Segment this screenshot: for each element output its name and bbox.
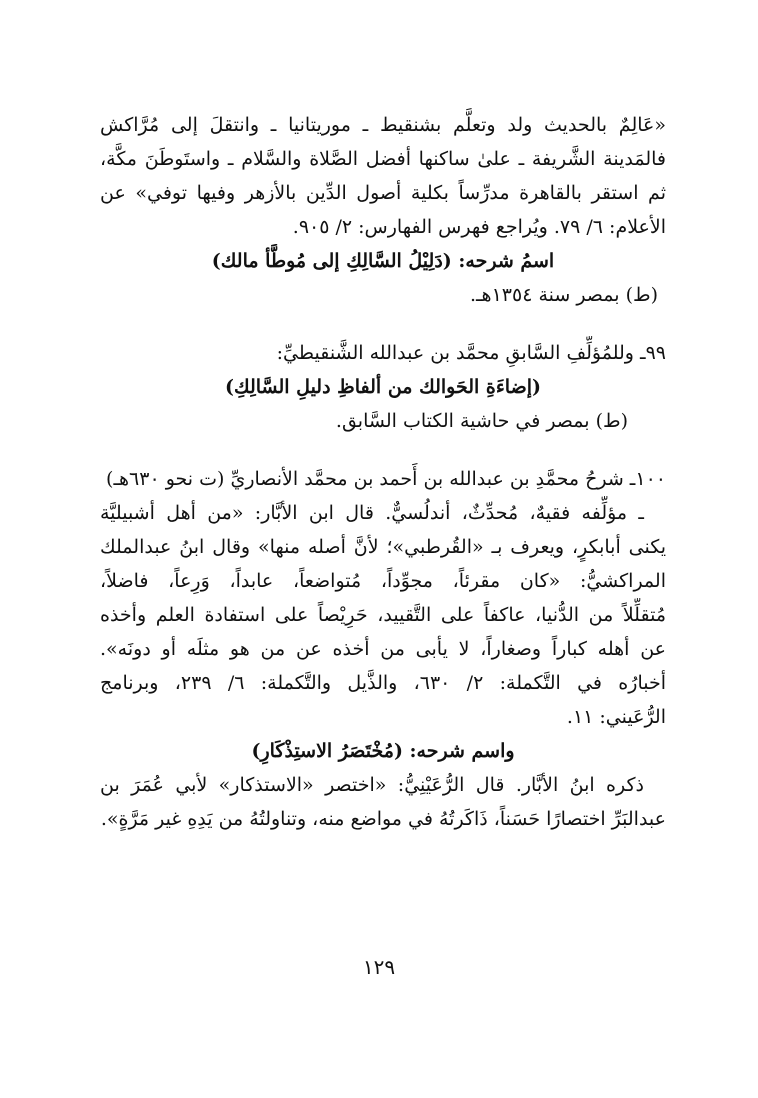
text-line: يكنى أبابكرٍ، ويعرف بـ «القُرطبي»؛ لأنَّ أصله منها» وقال ابنُ عبدالملك bbox=[100, 536, 666, 558]
text-line: ذكره ابنُ الأبَّار. قال الرُّعَيْنِيُّ: «اختصر «الاستذكار» لأبي عُمَرَ بن bbox=[100, 774, 644, 796]
text-line: عن أهله كباراً وصغاراً، لا يأبى من أخذه عن من هو مثلَه أو دونَه». bbox=[100, 638, 666, 660]
text-line: «عَالِمٌ بالحديث ولد وتعلَّم بشنقيط ـ موريتانيا ـ وانتقلَ إلى مُرَّاكش bbox=[100, 114, 666, 136]
commentary-title: اسمُ شرحه: (دَلِيْلُ السَّالِكِ إلى مُوطَّأ مالك) bbox=[211, 250, 555, 272]
text-line: عبدالبَرِّ اختصارًا حَسَناً، ذَاكَرتُهُ في مواضع منه، وتناولتُهُ من يَدِهِ غير مَرَّةٍ». bbox=[100, 808, 666, 830]
text-line: المراكشيُّ: «كان مقرئاً، مجوِّداً، مُتواضعاً، عابداً، وَرِعاً، فاضلاً، bbox=[100, 570, 666, 592]
text-line: الرُّعَيني: ١١. bbox=[566, 706, 666, 728]
commentary-title: واسم شرحه: (مُخْتَصَرُ الاستِذْكَارِ) bbox=[251, 740, 515, 762]
page-body bbox=[100, 108, 666, 836]
print-note: (ط) بمصر في حاشية الكتاب السَّابق. bbox=[335, 410, 628, 432]
text-line: ثم استقر بالقاهرة مدرِّساً بكلية أصول الدِّين بالأزهر وفيها توفي» عن bbox=[100, 182, 666, 204]
text-line: الأعلام: ٦/ ٧٩. ويُراجع فهرس الفهارس: ٢/ ٩٠٥. bbox=[292, 216, 666, 238]
text-line: مُتقلِّلاً من الدُّنيا، عاكفاً على التَّقييد، حَرِيْصاً على استفادة العلم وأخذه bbox=[100, 604, 666, 626]
entry-heading: ٩٩ـ وللمُؤلِّفِ السَّابقِ محمَّد بن عبدالله الشَّنقيطيِّ: bbox=[276, 342, 666, 364]
text-line: ـ مؤلِّفه فقيهٌ، مُحدِّثٌ، أندلُسيٌّ. قال ابن الأبَّار: «من أهل أشبيليَّة bbox=[100, 502, 644, 524]
entry-heading: ١٠٠ـ شرحُ محمَّدِ بن عبدالله بن أَحمد بن محمَّد الأنصاريِّ (ت نحو ٦٣٠هـ) bbox=[106, 468, 666, 490]
page-number: ١٢٩ bbox=[362, 955, 396, 979]
text-line: أخبارُه في التَّكملة: ٢/ ٦٣٠، والذَّيل والتَّكملة: ٦/ ٢٣٩، وبرنامج bbox=[100, 672, 666, 694]
text-line: فالمَدينة الشَّريفة ـ علىٰ ساكنها أفضل الصَّلاة والسَّلام ـ واستَوطَنَ مكَّة، bbox=[100, 148, 666, 170]
book-title: (إضاءَةِ الحَوالك من ألفاظِ دليلِ السَّالِكِ) bbox=[224, 376, 542, 398]
print-note: (ط) بمصر سنة ١٣٥٤هـ. bbox=[469, 284, 658, 306]
